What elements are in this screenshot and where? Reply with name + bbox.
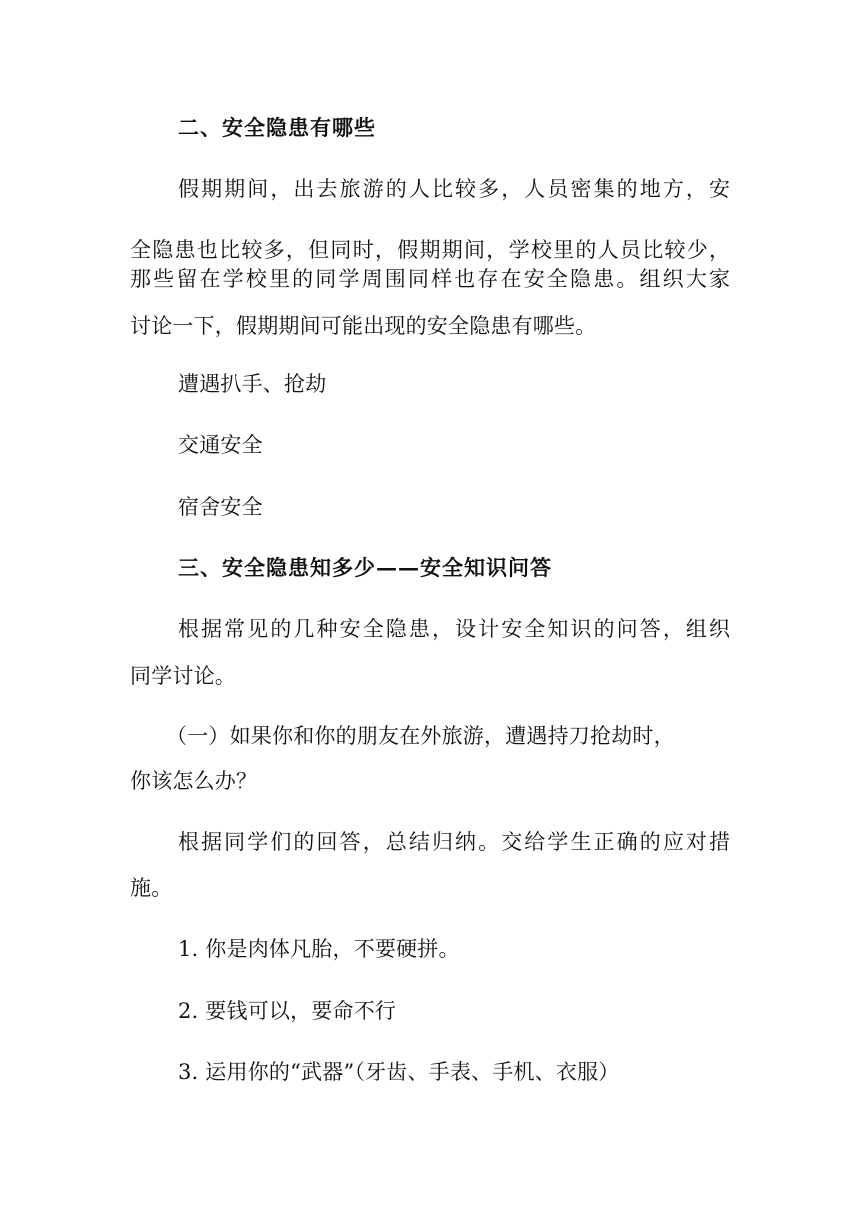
question-one-line-1: （一）如果你和你的朋友在外旅游，遭遇持刀抢劫时， (166, 724, 675, 748)
paragraph-hazards-line-1: 假期期间，出去旅游的人比较多，人员密集的地方，安 (178, 177, 730, 201)
paragraph-summary-line-2: 施。 (130, 876, 173, 900)
paragraph-hazards-line-3: 那些留在学校里的同学周围同样也存在安全隐患。组织大家 (130, 267, 730, 291)
answer-item-1: 1. 你是肉体凡胎，不要硬拼。 (178, 937, 460, 961)
paragraph-quiz-line-2: 同学讨论。 (130, 664, 236, 688)
hazard-item-dorm: 宿舍安全 (178, 495, 263, 519)
paragraph-hazards-line-4: 讨论一下，假期期间可能出现的安全隐患有哪些。 (130, 314, 597, 338)
answer-item-2: 2. 要钱可以，要命不行 (178, 999, 397, 1023)
hazard-item-robbery: 遭遇扒手、抢劫 (178, 372, 327, 396)
section-heading-hazards: 二、安全隐患有哪些 (178, 115, 376, 140)
hazard-item-traffic: 交通安全 (178, 433, 263, 457)
paragraph-hazards-line-2: 全隐患也比较多，但同时，假期期间，学校里的人员比较少， (130, 238, 730, 262)
paragraph-quiz-line-1: 根据常见的几种安全隐患，设计安全知识的问答，组织 (178, 617, 730, 641)
paragraph-summary-line-1: 根据同学们的回答，总结归纳。交给学生正确的应对措 (178, 830, 730, 854)
answer-item-3: 3. 运用你的“武器”（牙齿、手表、手机、衣服） (178, 1060, 620, 1084)
question-one-line-2: 你该怎么办？ (130, 769, 258, 793)
section-heading-quiz: 三、安全隐患知多少——安全知识问答 (178, 555, 552, 580)
